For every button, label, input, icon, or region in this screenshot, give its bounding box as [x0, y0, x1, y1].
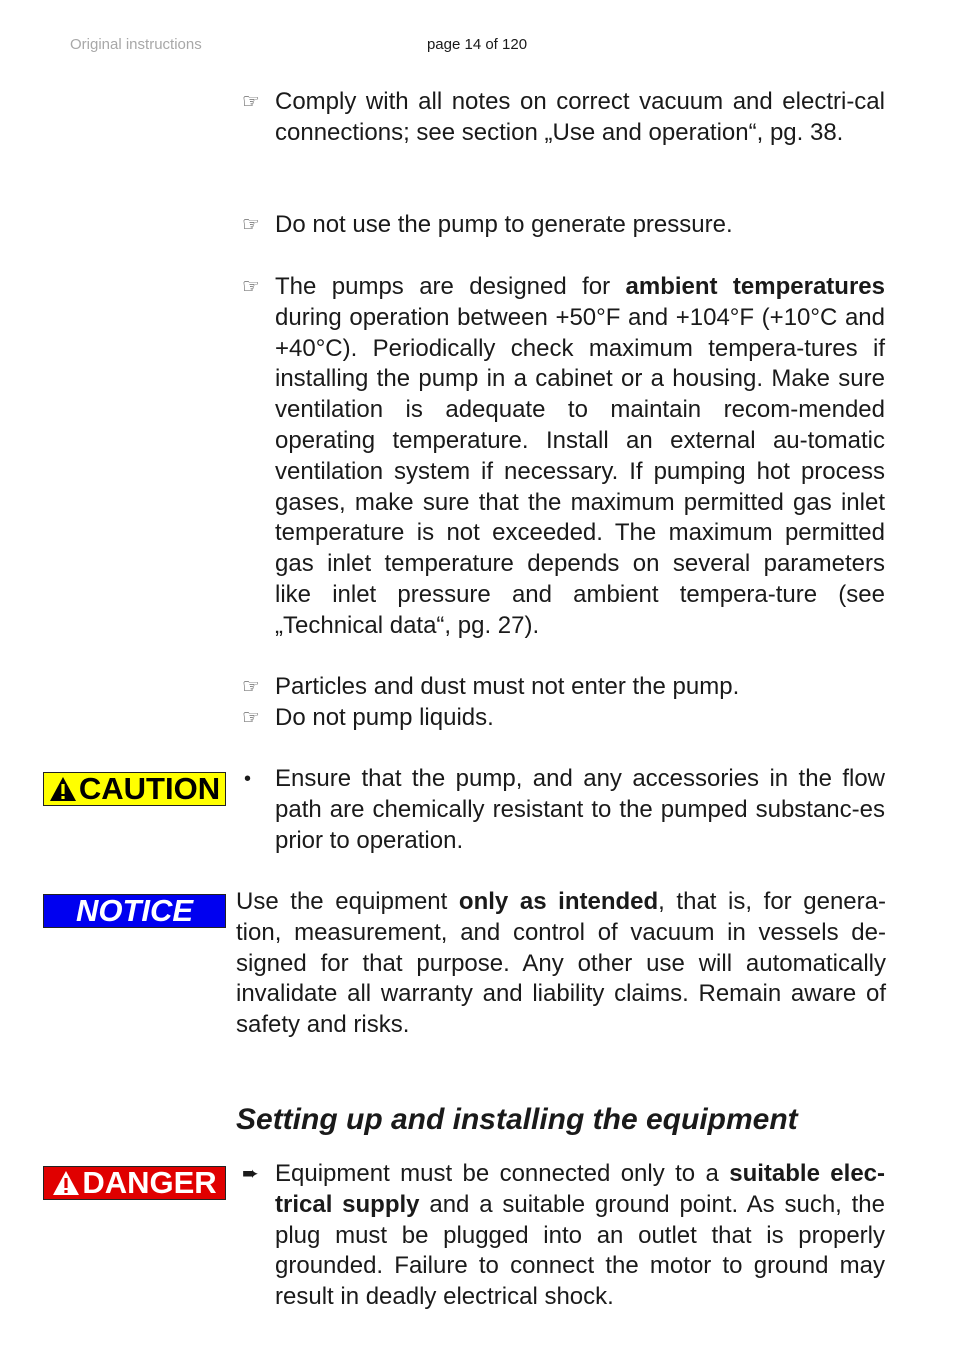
warning-triangle-icon	[52, 1170, 80, 1196]
list-item: Ensure that the pump, and any accessories in the flow path are chemically resistant to the pumped substanc-es prior to operation.	[275, 765, 885, 854]
warning-triangle-icon	[49, 776, 77, 802]
item-emphasis: ambient temperatures	[625, 273, 885, 300]
notice-paragraph	[236, 887, 886, 1041]
arrow-right-icon: ➨	[242, 1163, 259, 1185]
danger-paragraph	[275, 1159, 885, 1313]
para-text: , that is, for genera-tion, measurement, and control of vacuum in vessels de-signed for that purpose. Any other use will automatically invalidate all warranty and liability claims. Remain aware of safety and risks.	[236, 888, 886, 1039]
item-text: during operation between +50°F and +104°F (+10°C and +40°C). Periodically check maximum tempera-tures if installing the pump in a cabinet or a housing. Make sure ventilation is adequate to maintain recom-mended operating temperature. Install an external au-tomatic ventilation system if necessary. If pumping hot process gases, make sure that the maximum permitted gas inlet temperature is not exceeded. The maximum permitted gas inlet temperature depends on several parameters like inlet pressure and ambient tempera-ture (see „Technical data“, pg. 27).	[275, 303, 885, 639]
notice-label: NOTICE	[75, 893, 194, 928]
pointing-hand-icon: ☞	[242, 707, 260, 729]
para-text: and a suitable ground point. As such, the plug must be plugged into an outlet that is properly grounded. Failure to connect the motor to ground may result in deadly electrical shock.	[275, 1190, 886, 1311]
caution-badge	[43, 772, 226, 806]
pointing-hand-icon: ☞	[242, 91, 260, 113]
bullet-icon: •	[244, 768, 252, 790]
pointing-hand-icon: ☞	[242, 214, 260, 236]
para-text: Equipment must be connected only to a	[275, 1160, 730, 1187]
pointing-hand-icon: ☞	[242, 276, 260, 298]
para-text: Use the equipment	[236, 888, 459, 915]
list-item: Do not use the pump to generate pressure.	[275, 211, 733, 238]
section-heading: Setting up and installing the equipment	[236, 1103, 798, 1136]
para-emphasis: only as intended	[458, 888, 659, 915]
caution-label: CAUTION	[78, 771, 221, 806]
pointing-hand-icon: ☞	[242, 676, 260, 698]
list-item: Do not pump liquids.	[275, 704, 494, 731]
danger-badge	[43, 1166, 226, 1200]
list-item	[275, 272, 885, 642]
item-text: The pumps are designed for	[275, 273, 626, 300]
notice-badge	[43, 894, 226, 928]
para-emphasis: suitable elec-trical supply	[275, 1160, 886, 1218]
danger-label: DANGER	[82, 1165, 217, 1200]
list-item: Comply with all notes on correct vacuum and electri-cal connections; see section „Use and operation“, pg. 38.	[275, 88, 885, 146]
list-item: Particles and dust must not enter the pump.	[275, 673, 740, 700]
header-left: Original instructions	[70, 36, 202, 53]
page-number: page 14 of 120	[426, 36, 528, 53]
